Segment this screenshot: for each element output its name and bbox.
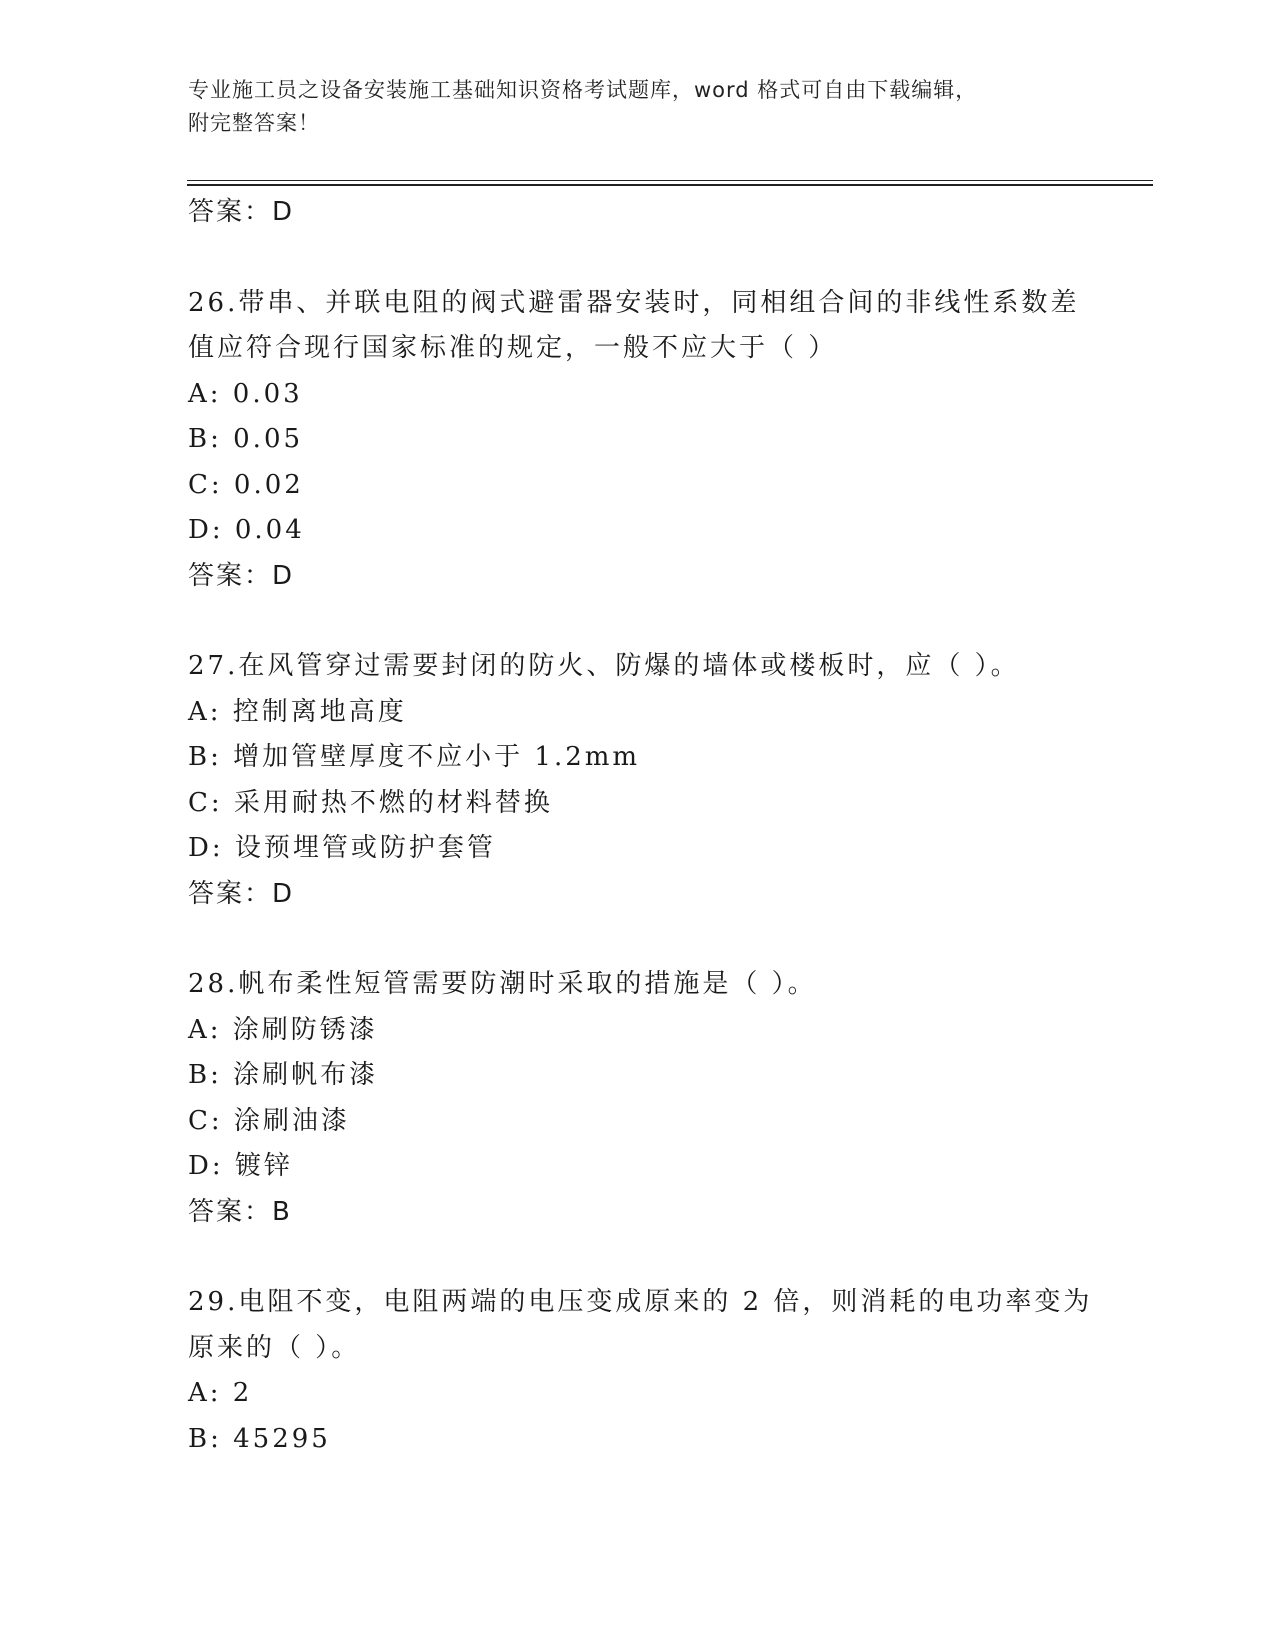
option-b: B: 增加管壁厚度不应小于 1.2mm [188, 742, 641, 772]
option-d: D: 镀锌 [188, 1151, 293, 1181]
question-stem: 27.在风管穿过需要封闭的防火、防爆的墙体或楼板时，应（ ）。 [188, 651, 1020, 681]
header-line-1: 专业施工员之设备安装施工基础知识资格考试题库，word 格式可自由下载编辑， [188, 78, 978, 102]
option-c: C: 采用耐热不燃的材料替换 [188, 787, 553, 818]
spacer [188, 917, 1088, 962]
question-27 [188, 644, 1088, 917]
spacer [188, 236, 1088, 281]
question-29 [188, 1280, 1093, 1462]
answer-line: 答案：D [188, 560, 295, 591]
question-stem: 26.带串、并联电阻的阀式避雷器安装时，同相组合间的非线性系数差 [188, 287, 1080, 318]
answer-line: 答案：D [188, 878, 295, 909]
header-divider-thin [187, 180, 1153, 181]
spacer [188, 1235, 1088, 1280]
question-stem: 29.电阻不变，电阻两端的电压变成原来的 2 倍，则消耗的电功率变为 [188, 1287, 1093, 1317]
question-stem: 原来的（ ）。 [188, 1332, 361, 1363]
question-28 [188, 962, 1088, 1235]
option-a: A: 涂刷防锈漆 [188, 1014, 378, 1045]
answer-line: 答案：B [188, 1196, 292, 1227]
question-stem: 28.帆布柔性短管需要防潮时采取的措施是（ ）。 [188, 969, 817, 999]
option-a: A: 控制离地高度 [188, 696, 407, 727]
option-d: D: 设预埋管或防护套管 [188, 833, 496, 863]
question-content [188, 190, 1093, 1462]
option-a: A: 2 [188, 1378, 253, 1408]
option-b: B: 涂刷帆布漆 [188, 1060, 379, 1090]
question-26 [188, 281, 1088, 600]
option-d: D: 0.04 [188, 515, 305, 545]
answer-line: 答案：D [188, 197, 295, 227]
option-c: C: 0.02 [188, 469, 304, 500]
option-b: B: 0.05 [188, 424, 304, 454]
option-b: B: 45295 [188, 1423, 331, 1454]
header-line-2: 附完整答案！ [188, 111, 320, 135]
option-c: C: 涂刷油漆 [188, 1105, 350, 1136]
page-header [188, 74, 1068, 140]
question-stem: 值应符合现行国家标准的规定，一般不应大于（ ） [188, 333, 838, 363]
option-a: A: 0.03 [188, 378, 303, 409]
spacer [188, 599, 1088, 644]
header-divider-thick [187, 184, 1153, 186]
